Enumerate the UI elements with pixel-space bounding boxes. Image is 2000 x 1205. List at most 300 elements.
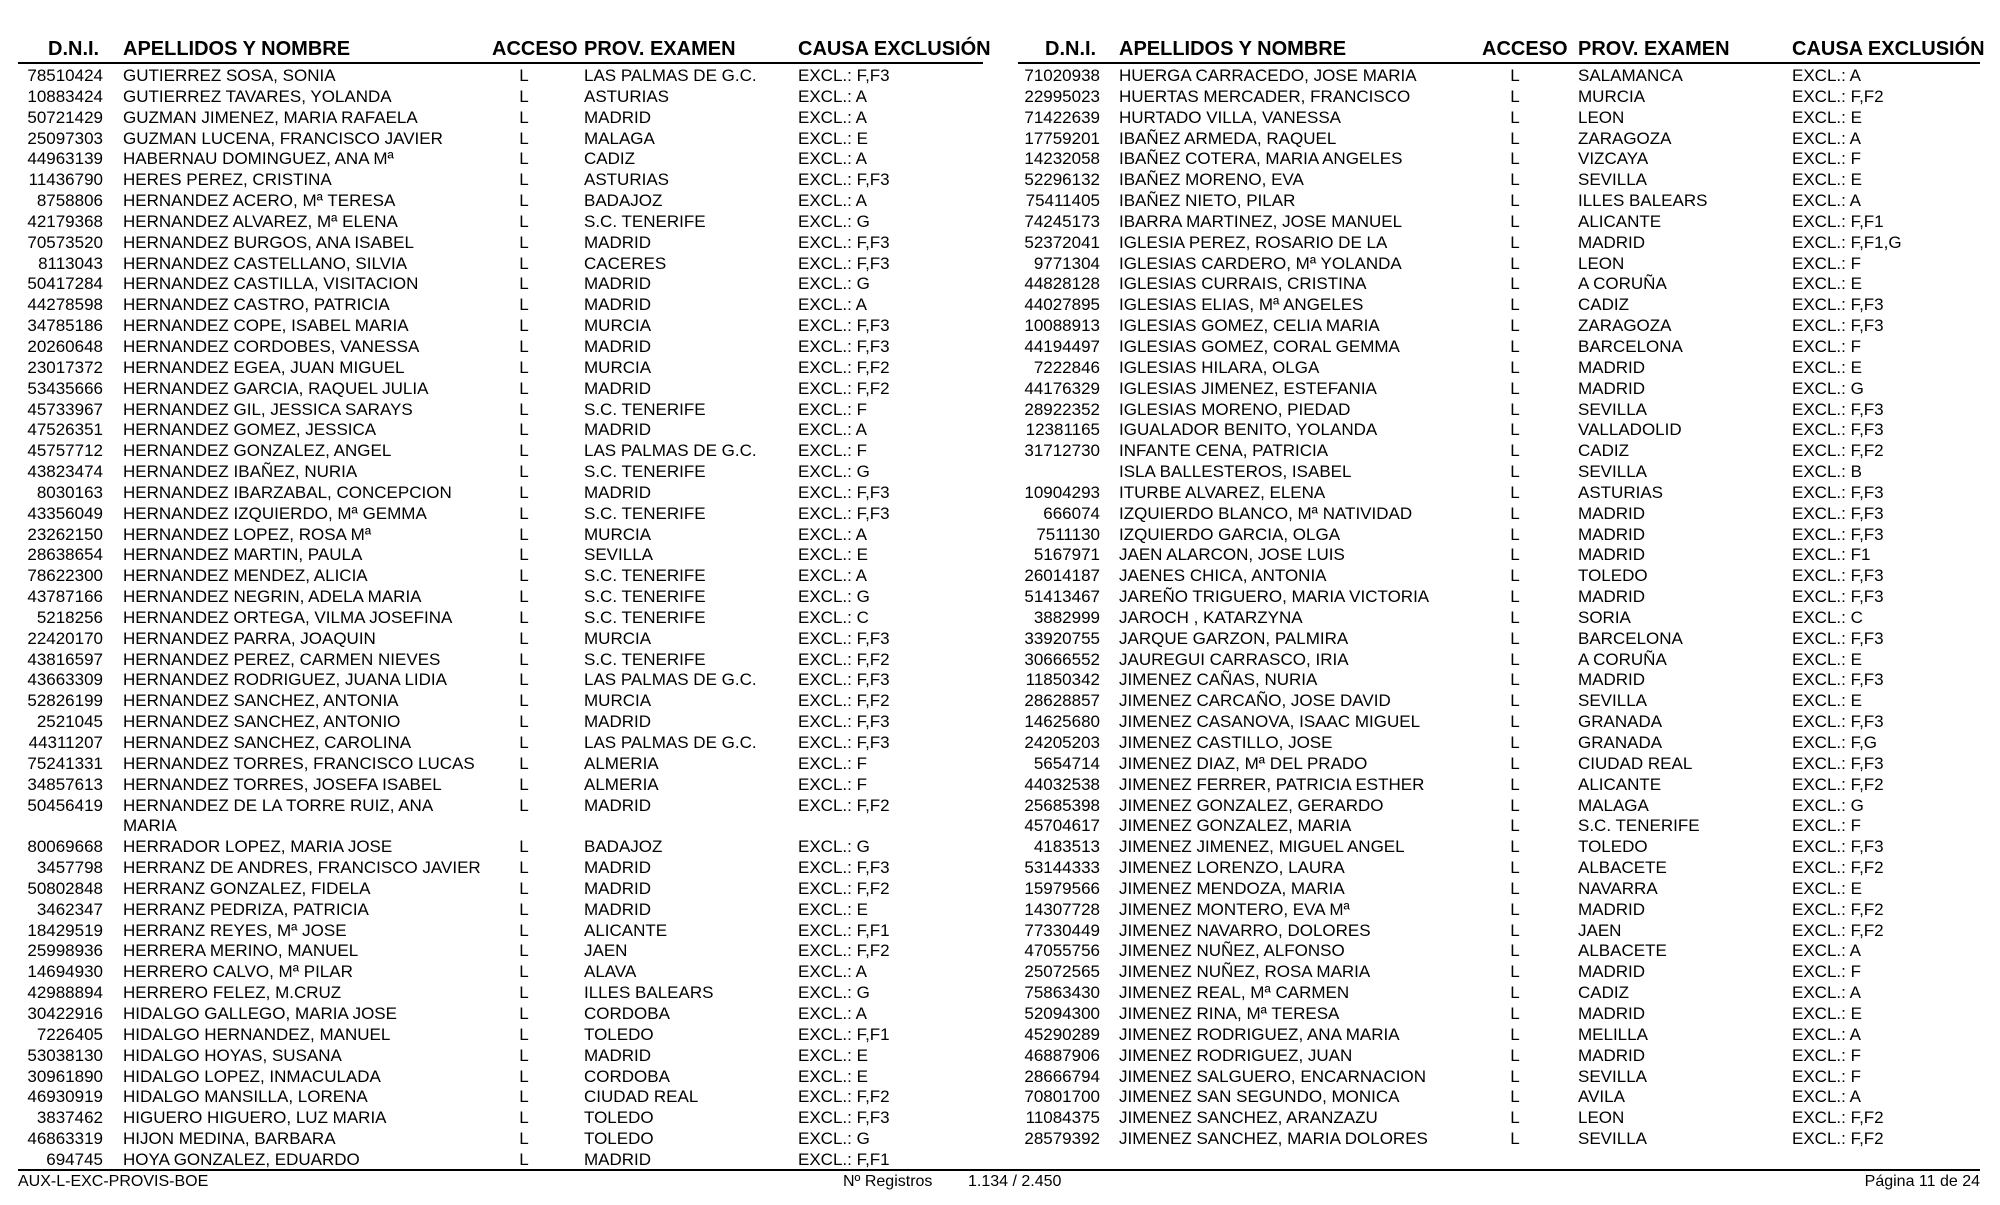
table-row	[1018, 295, 1980, 316]
acceso-cell: L	[1510, 858, 1520, 878]
name-cell: JIMENEZ SALGUERO, ENCARNACION	[1119, 1066, 1426, 1086]
causa-exclusion-cell: EXCL.: F,F3	[1792, 524, 1884, 544]
table-row	[18, 1067, 983, 1088]
acceso-cell: L	[1510, 837, 1520, 857]
acceso-cell: L	[519, 628, 529, 648]
acceso-cell: L	[519, 420, 529, 440]
prov-examen-cell: MURCIA	[584, 628, 652, 648]
causa-exclusion-cell: EXCL.: A	[798, 86, 867, 106]
table-row	[18, 316, 983, 337]
table-row	[1018, 525, 1980, 546]
name-cell: HIDALGO GALLEGO, MARIA JOSE	[123, 1003, 397, 1023]
prov-examen-cell: BARCELONA	[1578, 336, 1683, 356]
name-cell: HERNANDEZ IBARZABAL, CONCEPCION	[123, 482, 452, 502]
dni-cell: 47526351	[27, 420, 103, 440]
table-row	[18, 129, 983, 150]
causa-exclusion-cell: EXCL.: F,G	[1792, 733, 1878, 752]
acceso-cell: L	[519, 1024, 529, 1044]
name-cell: HERNANDEZ MARTIN, PAULA	[123, 545, 363, 565]
table-row	[18, 775, 983, 796]
prov-examen-cell: S.C. TENERIFE	[584, 399, 706, 419]
table-row	[1018, 441, 1980, 462]
causa-exclusion-cell: EXCL.: F,F2	[798, 691, 890, 711]
name-cell: HUERTAS MERCADER, FRANCISCO	[1119, 86, 1411, 106]
name-cell: HERNANDEZ PEREZ, CARMEN NIEVES	[123, 649, 441, 669]
name-cell: HERNANDEZ SANCHEZ, CAROLINA	[123, 733, 412, 752]
table-row	[1018, 420, 1980, 441]
dni-cell: 42988894	[27, 983, 103, 1003]
name-cell: HERNANDEZ SANCHEZ, ANTONIA	[123, 691, 399, 711]
table-row	[18, 1129, 983, 1150]
prov-examen-cell: S.C. TENERIFE	[584, 211, 706, 231]
name-cell: IGLESIAS MORENO, PIEDAD	[1119, 399, 1351, 419]
causa-exclusion-cell: EXCL.: F,F1,G	[1792, 232, 1902, 252]
header-name: APELLIDOS Y NOMBRE	[1119, 38, 1347, 60]
name-cell: HERNANDEZ GARCIA, RAQUEL JULIA	[123, 378, 429, 398]
acceso-cell: L	[519, 295, 529, 315]
table-row	[18, 400, 983, 421]
registros-label: Nº Registros	[843, 1173, 933, 1190]
dni-cell: 11850342	[1025, 670, 1100, 690]
name-cell: IGLESIAS GOMEZ, CORAL GEMMA	[1119, 336, 1400, 356]
prov-examen-cell: BADAJOZ	[584, 191, 663, 211]
prov-examen-cell: MADRID	[1578, 962, 1646, 982]
dni-cell: 51413467	[1024, 587, 1100, 607]
dni-cell: 22995023	[1024, 86, 1100, 106]
acceso-cell: L	[519, 1087, 529, 1107]
dni-cell: 71020938	[1024, 66, 1100, 85]
table-row	[18, 545, 983, 566]
dni-cell: 42179368	[27, 211, 103, 231]
header-dni: D.N.I.	[1045, 38, 1097, 60]
dni-cell: 11084375	[1025, 1108, 1100, 1128]
acceso-cell: L	[1510, 1108, 1520, 1128]
causa-exclusion-cell: EXCL.: G	[1792, 795, 1864, 815]
acceso-cell: L	[519, 607, 529, 627]
table-row	[18, 1087, 983, 1108]
dni-cell: 666074	[1043, 503, 1100, 523]
table-row	[1018, 483, 1980, 504]
causa-exclusion-cell: EXCL.: F,F3	[798, 170, 890, 190]
prov-examen-cell: SORIA	[1578, 607, 1631, 627]
causa-exclusion-cell: EXCL.: F,F2	[798, 795, 890, 815]
prov-examen-cell: S.C. TENERIFE	[584, 607, 706, 627]
prov-examen-cell: MADRID	[584, 107, 652, 127]
causa-exclusion-cell: EXCL.: F,F3	[798, 628, 890, 648]
causa-exclusion-cell: EXCL.: F,F3	[1792, 712, 1884, 732]
dni-cell: 7226405	[36, 1024, 103, 1044]
prov-examen-cell: ASTURIAS	[1578, 482, 1664, 502]
acceso-cell: L	[1510, 336, 1520, 356]
table-row	[18, 629, 983, 650]
table-row	[1018, 816, 1980, 837]
prov-examen-cell: MADRID	[1578, 524, 1646, 544]
acceso-cell: L	[1510, 149, 1520, 169]
causa-exclusion-cell: EXCL.: A	[1792, 1087, 1861, 1107]
name-cell: JIMENEZ NUÑEZ, ROSA MARIA	[1119, 962, 1371, 982]
dni-cell: 28579392	[1024, 1129, 1100, 1149]
header-causa-exclusion: CAUSA EXCLUSIÓN	[798, 38, 991, 60]
prov-examen-cell: GRANADA	[1578, 712, 1663, 732]
dni-cell: 34857613	[27, 774, 103, 794]
causa-exclusion-cell: EXCL.: A	[1792, 1024, 1861, 1044]
acceso-cell: L	[519, 232, 529, 252]
dni-cell: 7511130	[1036, 524, 1100, 544]
causa-exclusion-cell: EXCL.: E	[1792, 1003, 1862, 1023]
dni-cell: 25097303	[27, 128, 103, 148]
causa-exclusion-cell: EXCL.: A	[798, 295, 867, 315]
prov-examen-cell: MADRID	[584, 712, 652, 732]
table-row	[1018, 170, 1980, 191]
prov-examen-cell: S.C. TENERIFE	[1578, 816, 1700, 836]
name-cell: HERRERO FELEZ, M.CRUZ	[123, 983, 342, 1003]
acceso-cell: L	[519, 878, 529, 898]
dni-cell: 11436790	[28, 170, 103, 190]
causa-exclusion-cell: EXCL.: G	[798, 1129, 870, 1149]
acceso-cell: L	[519, 1129, 529, 1149]
causa-exclusion-cell: EXCL.: F,F3	[1792, 837, 1884, 857]
name-cell: HIDALGO MANSILLA, LORENA	[123, 1087, 368, 1107]
dni-cell: 71422639	[1024, 107, 1100, 127]
dni-cell: 25072565	[1024, 962, 1100, 982]
causa-exclusion-cell: EXCL.: F,F3	[798, 316, 890, 336]
causa-exclusion-cell: EXCL.: F,F3	[1792, 753, 1884, 773]
acceso-cell: L	[519, 712, 529, 732]
acceso-cell: L	[1510, 86, 1520, 106]
causa-exclusion-cell: EXCL.: F,F3	[1792, 628, 1884, 648]
name-cell: GUTIERREZ SOSA, SONIA	[123, 66, 336, 85]
prov-examen-cell: MADRID	[584, 795, 652, 815]
name-cell: GUZMAN JIMENEZ, MARIA RAFAELA	[123, 107, 418, 127]
table-row	[1018, 879, 1980, 900]
right-table-header	[1018, 36, 1985, 64]
table-row	[1018, 191, 1980, 212]
prov-examen-cell: SEVILLA	[584, 545, 653, 565]
name-cell: JIMENEZ JIMENEZ, MIGUEL ANGEL	[1119, 837, 1405, 857]
name-cell: HERNANDEZ EGEA, JUAN MIGUEL	[123, 357, 405, 377]
name-cell: JIMENEZ CASTILLO, JOSE	[1119, 733, 1333, 752]
dni-cell: 52372041	[1024, 232, 1100, 252]
causa-exclusion-cell: EXCL.: F,F2	[1792, 1108, 1884, 1128]
table-row	[1018, 608, 1980, 629]
dni-cell: 44311207	[28, 733, 103, 752]
acceso-cell: L	[519, 191, 529, 211]
page-number: Página 11 de 24	[1864, 1173, 1980, 1190]
acceso-cell: L	[1510, 795, 1520, 815]
dni-cell: 10088913	[1024, 316, 1100, 336]
table-row	[1018, 1129, 1980, 1150]
dni-cell: 47055756	[1024, 941, 1100, 961]
causa-exclusion-cell: EXCL.: C	[798, 607, 869, 627]
prov-examen-cell: TOLEDO	[584, 1108, 654, 1128]
table-row	[1018, 691, 1980, 712]
acceso-cell: L	[519, 378, 529, 398]
prov-examen-cell: MADRID	[1578, 899, 1646, 919]
causa-exclusion-cell: EXCL.: F	[798, 774, 867, 794]
acceso-cell: L	[1510, 712, 1520, 732]
acceso-cell: L	[519, 170, 529, 190]
acceso-cell: L	[519, 753, 529, 773]
table-row	[18, 691, 983, 712]
name-cell: HERNANDEZ GIL, JESSICA SARAYS	[123, 399, 413, 419]
name-cell: JIMENEZ RINA, Mª TERESA	[1119, 1003, 1340, 1023]
dni-cell: 17759201	[1024, 128, 1100, 148]
causa-exclusion-cell: EXCL.: A	[1792, 191, 1861, 211]
name-cell: IBAÑEZ MORENO, EVA	[1119, 170, 1304, 190]
prov-examen-cell: S.C. TENERIFE	[584, 503, 706, 523]
dni-cell: 2521045	[36, 712, 103, 732]
table-row	[1018, 337, 1980, 358]
dni-cell: 26014187	[1024, 566, 1100, 586]
causa-exclusion-cell: EXCL.: A	[1792, 983, 1861, 1003]
acceso-cell: L	[519, 274, 529, 294]
left-table	[18, 36, 991, 1171]
prov-examen-cell: BADAJOZ	[584, 837, 663, 857]
causa-exclusion-cell: EXCL.: F,F2	[1792, 899, 1884, 919]
table-row	[18, 962, 983, 983]
dni-cell: 46930919	[27, 1087, 103, 1107]
dni-cell: 14625680	[1024, 712, 1100, 732]
table-row	[18, 983, 983, 1004]
dni-cell: 8113043	[38, 253, 103, 273]
acceso-cell: L	[1510, 607, 1520, 627]
table-row	[18, 87, 983, 108]
name-cell: HERNANDEZ SANCHEZ, ANTONIO	[123, 712, 401, 732]
acceso-cell: L	[1510, 691, 1520, 711]
table-row	[18, 441, 983, 462]
name-cell: HERES PEREZ, CRISTINA	[123, 170, 332, 190]
prov-examen-cell: MADRID	[1578, 1003, 1646, 1023]
name-cell: HERNANDEZ MENDEZ, ALICIA	[123, 566, 368, 586]
table-row	[1018, 796, 1980, 817]
dni-cell: 53435666	[27, 378, 103, 398]
causa-exclusion-cell: EXCL.: G	[798, 462, 870, 482]
causa-exclusion-cell: EXCL.: F,F3	[798, 232, 890, 252]
acceso-cell: L	[1510, 587, 1520, 607]
causa-exclusion-cell: EXCL.: E	[1792, 274, 1862, 294]
name-cell: IGLESIAS JIMENEZ, ESTEFANIA	[1119, 378, 1377, 398]
table-row	[1018, 733, 1980, 754]
name-cell: IBAÑEZ ARMEDA, RAQUEL	[1119, 128, 1337, 148]
table-row	[18, 608, 983, 629]
prov-examen-cell: MADRID	[584, 878, 652, 898]
table-row	[1018, 233, 1980, 254]
prov-examen-cell: SEVILLA	[1578, 462, 1647, 482]
header-acceso: ACCESO	[1482, 38, 1568, 60]
prov-examen-cell: MURCIA	[584, 691, 652, 711]
name-cell: HIDALGO LOPEZ, INMACULADA	[123, 1066, 381, 1086]
prov-examen-cell: ASTURIAS	[584, 170, 670, 190]
table-row	[18, 650, 983, 671]
name-cell: JIMENEZ MENDOZA, MARIA	[1119, 878, 1345, 898]
acceso-cell: L	[519, 462, 529, 482]
acceso-cell: L	[1510, 1024, 1520, 1044]
prov-examen-cell: TOLEDO	[584, 1024, 654, 1044]
table-row	[1018, 462, 1980, 483]
causa-exclusion-cell: EXCL.: A	[1792, 66, 1861, 85]
prov-examen-cell: VIZCAYA	[1578, 149, 1649, 169]
acceso-cell: L	[519, 837, 529, 857]
causa-exclusion-cell: EXCL.: G	[798, 587, 870, 607]
name-cell: HERNANDEZ TORRES, JOSEFA ISABEL	[123, 774, 442, 794]
dni-cell: 70801700	[1024, 1087, 1100, 1107]
causa-exclusion-cell: EXCL.: F,F2	[1792, 774, 1884, 794]
name-cell: HERNANDEZ BURGOS, ANA ISABEL	[123, 232, 414, 252]
name-cell: MARIA	[123, 816, 177, 836]
table-row	[1018, 941, 1980, 962]
prov-examen-cell: A CORUÑA	[1578, 274, 1667, 294]
name-cell: JIMENEZ GONZALEZ, GERARDO	[1119, 795, 1384, 815]
table-row	[18, 712, 983, 733]
dni-cell: 12381165	[1025, 420, 1100, 440]
name-cell: JIMENEZ SANCHEZ, MARIA DOLORES	[1119, 1129, 1428, 1149]
table-row	[18, 921, 983, 942]
causa-exclusion-cell: EXCL.: A	[798, 1003, 867, 1023]
acceso-cell: L	[1510, 441, 1520, 461]
name-cell: HERNANDEZ DE LA TORRE RUIZ, ANA	[123, 795, 434, 815]
name-cell: JIMENEZ NAVARRO, DOLORES	[1119, 920, 1371, 940]
dni-cell: 75241331	[27, 753, 103, 773]
prov-examen-cell: MADRID	[584, 295, 652, 315]
causa-exclusion-cell: EXCL.: E	[1792, 691, 1862, 711]
table-row	[18, 900, 983, 921]
name-cell: HOYA GONZALEZ, EDUARDO	[123, 1149, 360, 1169]
causa-exclusion-cell: EXCL.: F,F3	[1792, 399, 1884, 419]
causa-exclusion-cell: EXCL.: E	[798, 545, 868, 565]
dni-cell: 3457798	[36, 858, 103, 878]
name-cell: IGLESIAS CURRAIS, CRISTINA	[1119, 274, 1367, 294]
dni-cell: 25685398	[1024, 795, 1100, 815]
causa-exclusion-cell: EXCL.: F,F2	[798, 878, 890, 898]
table-row	[18, 254, 983, 275]
dni-cell: 80069668	[27, 837, 103, 857]
acceso-cell: L	[519, 316, 529, 336]
dni-cell: 78622300	[27, 566, 103, 586]
dni-cell: 50802848	[27, 878, 103, 898]
causa-exclusion-cell: EXCL.: E	[798, 128, 868, 148]
causa-exclusion-cell: EXCL.: F,F3	[798, 336, 890, 356]
prov-examen-cell: S.C. TENERIFE	[584, 649, 706, 669]
dni-cell: 44278598	[27, 295, 103, 315]
name-cell: ITURBE ALVAREZ, ELENA	[1119, 482, 1326, 502]
dni-cell: 77330449	[1024, 920, 1100, 940]
name-cell: JIMENEZ MONTERO, EVA Mª	[1119, 899, 1350, 919]
causa-exclusion-cell: EXCL.: F,F1	[798, 920, 890, 940]
prov-examen-cell: MURCIA	[1578, 86, 1646, 106]
name-cell: JAENES CHICA, ANTONIA	[1119, 566, 1327, 586]
dni-cell: 28666794	[1024, 1066, 1100, 1086]
table-row	[18, 108, 983, 129]
dni-cell: 45704617	[1024, 816, 1100, 836]
name-cell: HERRADOR LOPEZ, MARIA JOSE	[123, 837, 393, 857]
name-cell: JIMENEZ LORENZO, LAURA	[1119, 858, 1345, 878]
name-cell: GUTIERREZ TAVARES, YOLANDA	[123, 86, 392, 106]
acceso-cell: L	[1510, 545, 1520, 565]
table-row	[1018, 66, 1980, 87]
name-cell: HIJON MEDINA, BARBARA	[123, 1129, 336, 1149]
prov-examen-cell: CORDOBA	[584, 1003, 670, 1023]
dni-cell: 22420170	[27, 628, 103, 648]
table-row	[1018, 670, 1980, 691]
name-cell: HERNANDEZ TORRES, FRANCISCO LUCAS	[123, 753, 475, 773]
table-row	[18, 837, 983, 858]
prov-examen-cell: MURCIA	[584, 524, 652, 544]
name-cell: HERNANDEZ ORTEGA, VILMA JOSEFINA	[123, 607, 453, 627]
acceso-cell: L	[1510, 1045, 1520, 1065]
prov-examen-cell: MADRID	[1578, 357, 1646, 377]
causa-exclusion-cell: EXCL.: F,F3	[1792, 566, 1884, 586]
name-cell: HERNANDEZ GOMEZ, JESSICA	[123, 420, 377, 440]
table-row	[18, 587, 983, 608]
causa-exclusion-cell: EXCL.: E	[798, 1066, 868, 1086]
causa-exclusion-cell: EXCL.: F,F3	[1792, 420, 1884, 440]
table-row	[1018, 754, 1980, 775]
prov-examen-cell: MURCIA	[584, 357, 652, 377]
acceso-cell: L	[1510, 774, 1520, 794]
name-cell: IBAÑEZ COTERA, MARIA ANGELES	[1119, 149, 1403, 169]
causa-exclusion-cell: EXCL.: A	[798, 524, 867, 544]
name-cell: HERNANDEZ PARRA, JOAQUIN	[123, 628, 376, 648]
prov-examen-cell: LAS PALMAS DE G.C.	[584, 670, 757, 690]
name-cell: JIMENEZ NUÑEZ, ALFONSO	[1119, 941, 1345, 961]
table-row	[1018, 358, 1980, 379]
dni-cell: 44194497	[1024, 336, 1100, 356]
table-row	[18, 420, 983, 441]
prov-examen-cell: TOLEDO	[1578, 837, 1648, 857]
causa-exclusion-cell: EXCL.: A	[798, 149, 867, 169]
acceso-cell: L	[519, 566, 529, 586]
prov-examen-cell: LEON	[1578, 1108, 1625, 1128]
name-cell: JIMENEZ RODRIGUEZ, JUAN	[1119, 1045, 1353, 1065]
left-table-header	[18, 36, 991, 64]
prov-examen-cell: MADRID	[584, 482, 652, 502]
prov-examen-cell: S.C. TENERIFE	[584, 462, 706, 482]
causa-exclusion-cell: EXCL.: A	[798, 420, 867, 440]
prov-examen-cell: JAEN	[1578, 920, 1622, 940]
causa-exclusion-cell: EXCL.: F,F3	[1792, 316, 1884, 336]
acceso-cell: L	[1510, 128, 1520, 148]
table-row	[18, 483, 983, 504]
prov-examen-cell: MALAGA	[584, 128, 655, 148]
causa-exclusion-cell: EXCL.: F,F2	[798, 378, 890, 398]
prov-examen-cell: CIUDAD REAL	[1578, 753, 1693, 773]
prov-examen-cell: BARCELONA	[1578, 628, 1683, 648]
acceso-cell: L	[1510, 899, 1520, 919]
causa-exclusion-cell: EXCL.: F,F2	[798, 649, 890, 669]
dni-cell: 30422916	[27, 1003, 103, 1023]
acceso-cell: L	[1510, 378, 1520, 398]
causa-exclusion-cell: EXCL.: F	[1792, 962, 1861, 982]
dni-cell: 30961890	[27, 1066, 103, 1086]
dni-cell: 8758806	[36, 191, 103, 211]
table-row	[18, 191, 983, 212]
dni-cell: 10883424	[27, 86, 103, 106]
causa-exclusion-cell: EXCL.: E	[1792, 649, 1862, 669]
causa-exclusion-cell: EXCL.: F	[1792, 1066, 1861, 1086]
acceso-cell: L	[519, 336, 529, 356]
table-row	[18, 504, 983, 525]
acceso-cell: L	[1510, 753, 1520, 773]
prov-examen-cell: CORDOBA	[584, 1066, 670, 1086]
causa-exclusion-cell: EXCL.: F,F2	[1792, 86, 1884, 106]
table-row	[18, 796, 983, 817]
name-cell: HIDALGO HERNANDEZ, MANUEL	[123, 1024, 391, 1044]
dni-cell: 44027895	[1024, 295, 1100, 315]
acceso-cell: L	[519, 399, 529, 419]
prov-examen-cell: ALAVA	[584, 962, 637, 982]
dni-cell: 28638654	[27, 545, 103, 565]
table-row	[18, 1025, 983, 1046]
